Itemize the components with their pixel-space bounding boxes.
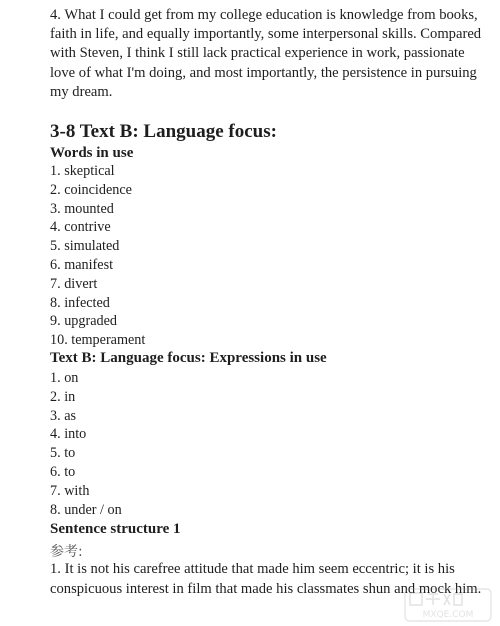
list-item: 6. manifest xyxy=(50,256,114,273)
list-item: 1. on xyxy=(50,370,79,386)
sentence-structure-answer: 1. It is not his carefree attitude that made him seem eccentric; it is his conspicuous interest in film that made his classmates shun and mock him. xyxy=(50,561,482,597)
list-item: 4. into xyxy=(50,426,87,443)
list-item: 7. with xyxy=(50,482,90,499)
list-item: 2. coincidence xyxy=(50,181,132,198)
list-item: 10. temperament xyxy=(50,332,146,349)
site-watermark-logo xyxy=(404,588,492,622)
list-item: 7. divert xyxy=(50,275,98,292)
list-item: 6. to xyxy=(50,463,76,480)
list-item: 5. simulated xyxy=(50,238,120,255)
answer-paragraph-4: 4. What I could get from my college education is knowledge from books, faith in life, and equally importantly, some interpersonal skills. Compared with Steven, I think I still lack practical experience in work, passionate love of what I'm doing, and most importantly, the persistence in pursuing my dream. xyxy=(50,7,482,100)
list-item: 8. infected xyxy=(50,294,110,311)
watermark-text: MXQE.COM xyxy=(422,610,474,620)
section-heading: 3-8 Text B: Language focus: xyxy=(50,121,277,142)
expressions-in-use-heading: Text B: Language focus: Expressions in use xyxy=(50,350,327,366)
sentence-structure-heading: Sentence structure 1 xyxy=(50,521,181,537)
list-item: 2. in xyxy=(50,388,76,405)
list-item: 8. under / on xyxy=(50,501,122,518)
words-in-use-heading: Words in use xyxy=(50,145,134,161)
list-item: 3. as xyxy=(50,407,77,424)
reference-label: 参考: xyxy=(50,544,83,560)
list-item: 5. to xyxy=(50,445,76,462)
list-item: 1. skeptical xyxy=(50,163,115,179)
list-item: 3. mounted xyxy=(50,200,114,217)
list-item: 4. contrive xyxy=(50,219,111,236)
words-in-use-list xyxy=(50,162,145,350)
expressions-in-use-list xyxy=(50,369,122,519)
list-item: 9. upgraded xyxy=(50,313,117,330)
